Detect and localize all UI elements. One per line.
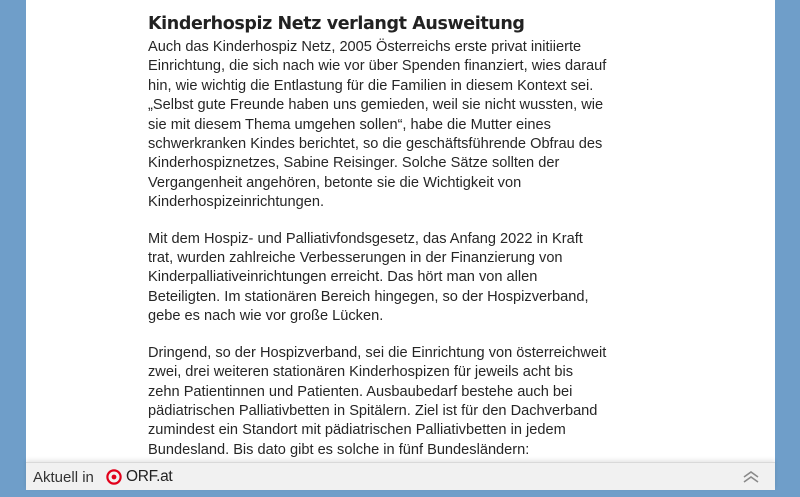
footer-label: Aktuell in xyxy=(33,469,94,486)
article-body xyxy=(148,12,608,497)
article-paragraph: Dringend, so der Hospizverband, sei die Einrichtung von österreichweit zwei, drei weiteren stationären Kinderhospizen für jeweils acht bis zehn Patientinnen und Patienten. Ausbaubedarf bestehe auch bei pädiatrischen Palliativbetten in Spitälern. Ziel ist für den Dachverband zumindest ein Standort mit pädiatrischen Palliativbetten in jedem Bundesland. Bis dato gibt es solche in fünf Bundesländern: xyxy=(148,344,607,458)
orf-brand-link[interactable]: ORF.at xyxy=(126,468,173,485)
orf-logo-icon[interactable] xyxy=(106,469,122,485)
aktuell-footer-bar[interactable] xyxy=(26,462,775,490)
article-paragraph: Auch das Kinderhospiz Netz, 2005 Österreichs erste privat initiierte Einrichtung, die sich nach wie vor über Spenden finanziert, wies darauf hin, wie wichtig die Entlastung für die Familien in diesem Kontext sei. „Selbst gute Freunde haben uns gemieden, weil sie nicht wussten, wie sie mit diesem Thema umgehen sollen“, habe die Mutter eines schwerkranken Kindes berichtet, so die geschäftsführende Obfrau des Kinderhospiznetzes, Sabine Reisinger. Solche Sätze sollten der Vergangenheit angehören, betonte sie die Wichtigkeit von Kinderhospizeinrichtungen. xyxy=(148,39,607,211)
article-paragraph: Mit dem Hospiz- und Palliativfondsgesetz, das Anfang 2022 in Kraft trat, wurden zahlreiche Verbesserungen in der Finanzierung von Kinderpalliativeinrichtungen erreicht. Das hört man von allen Beteiligten. Im stationären Bereich hingegen, so der Hospizverband, gebe es nach wie vor große Lücken. xyxy=(148,230,589,325)
double-chevron-up-icon[interactable] xyxy=(742,470,760,484)
article-heading: Kinderhospiz Netz verlangt Ausweitung xyxy=(148,14,525,34)
